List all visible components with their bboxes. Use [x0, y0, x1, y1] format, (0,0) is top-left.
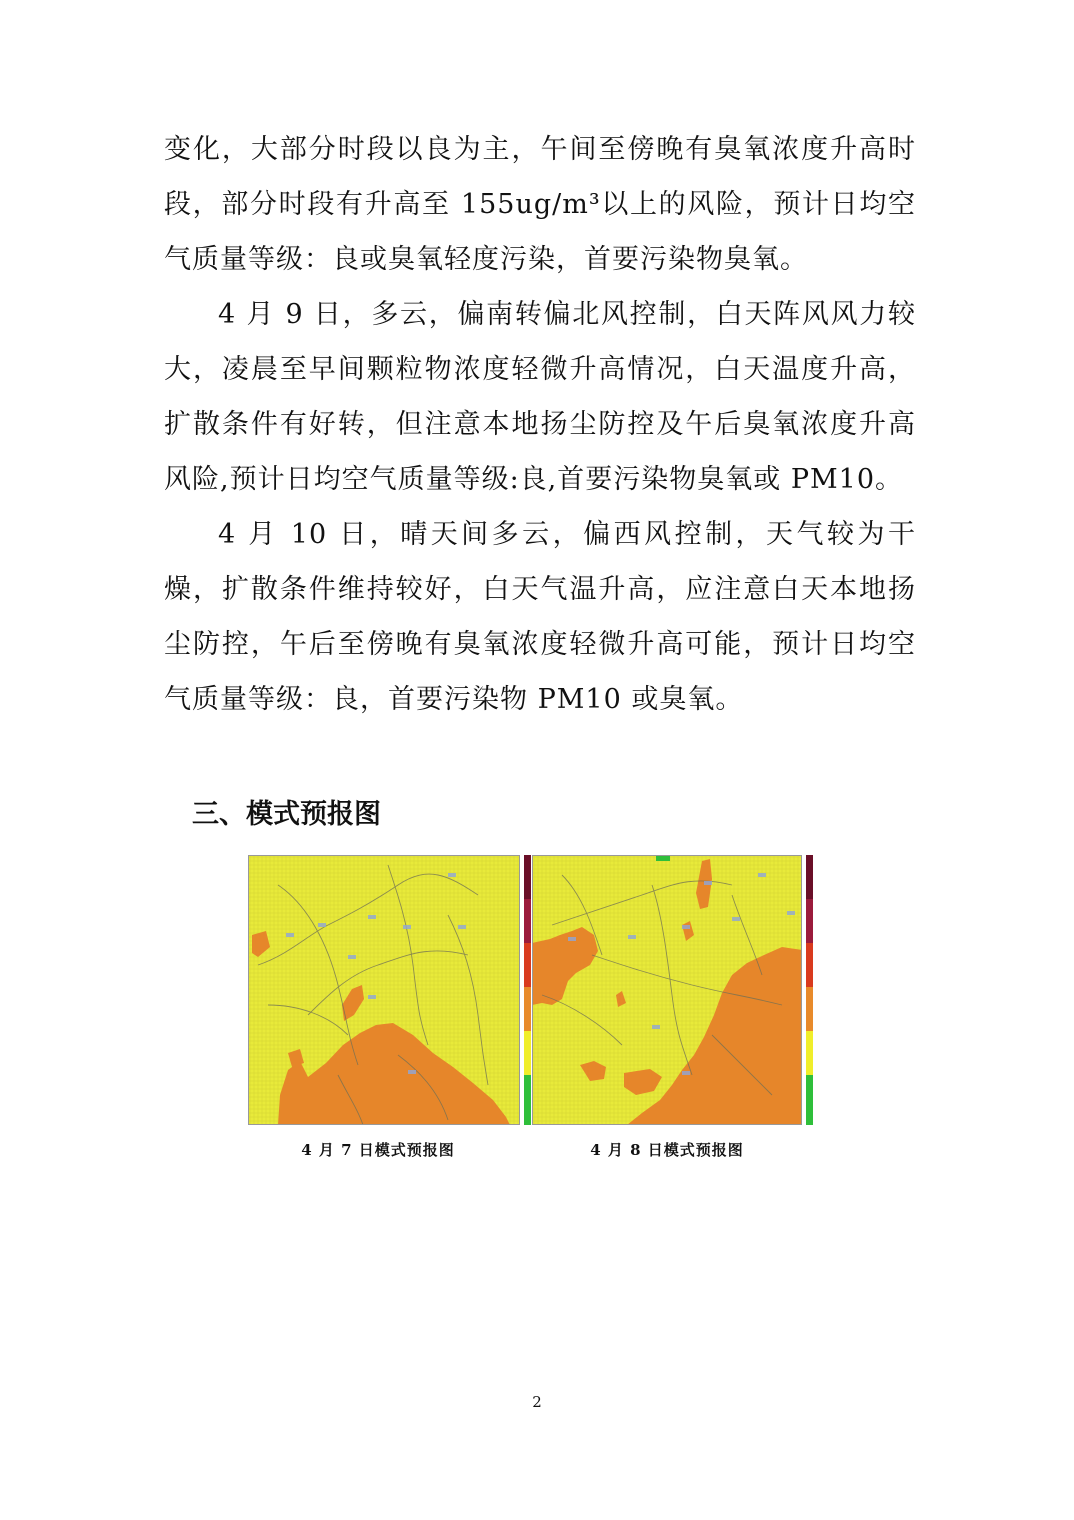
figure-caption-april-8: 4 月 8 日模式预报图 — [590, 1141, 744, 1159]
color-legend — [806, 855, 813, 1125]
forecast-map-image — [532, 855, 822, 1125]
color-legend — [524, 855, 531, 1125]
section-title: 三、模式预报图 — [192, 799, 381, 830]
forecast-map-image — [248, 855, 538, 1125]
forecast-map-april-7 — [248, 855, 538, 1125]
paragraph-2: 4 月 9 日，多云，偏南转偏北风控制，白天阵风风力较大，凌晨至早间颗粒物浓度轻微升高情况，白天温度升高，扩散条件有好转，但注意本地扬尘防控及午后臭氧浓度升高风险,预计日均空气质量等级:良,首要污染物臭氧或 PM10。 — [164, 299, 916, 495]
paragraph-3: 4 月 10 日，晴天间多云，偏西风控制，天气较为干燥，扩散条件维持较好，白天气温升高，应注意白天本地扬尘防控，午后至傍晚有臭氧浓度轻微升高可能，预计日均空气质量等级：良，首要污染物 PM10 或臭氧。 — [164, 519, 916, 715]
body-text — [164, 122, 916, 727]
figure-caption-april-7: 4 月 7 日模式预报图 — [301, 1141, 455, 1159]
paragraph-1: 变化，大部分时段以良为主，午间至傍晚有臭氧浓度升高时段，部分时段有升高至 155ug/m³以上的风险，预计日均空气质量等级：良或臭氧轻度污染，首要污染物臭氧。 — [164, 134, 916, 275]
forecast-map-april-8 — [532, 855, 822, 1125]
page-number: 2 — [532, 1393, 542, 1411]
